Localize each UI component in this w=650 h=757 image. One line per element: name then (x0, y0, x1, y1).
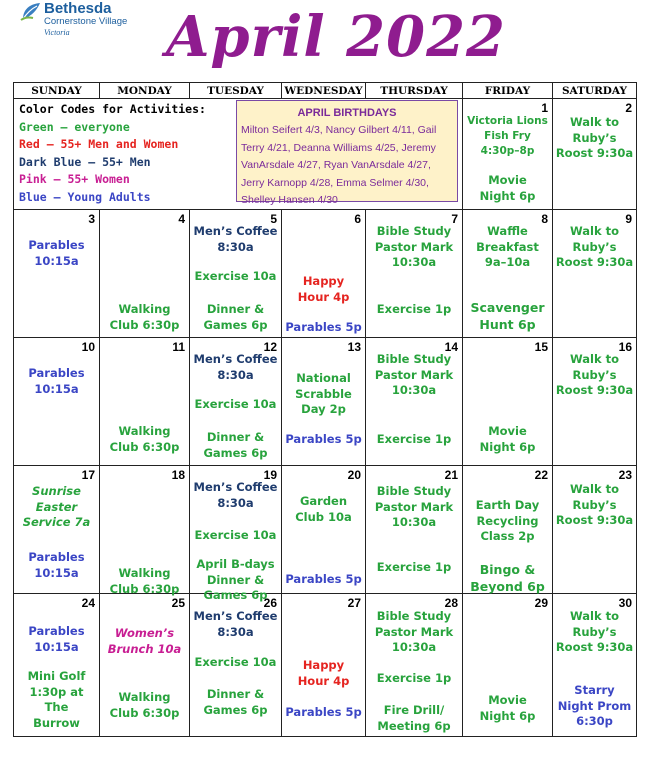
logo-city: Victoria (44, 28, 70, 37)
event-walk-rubys-roost: Walk to Ruby’s Roost 9:30a (555, 609, 634, 654)
event-exercise: Exercise 10a (194, 397, 277, 411)
event-scavenger-hunt: Scavenger Hunt 6p (470, 300, 545, 332)
week-row-3 (14, 338, 637, 466)
day-number: 19 (263, 468, 277, 482)
day-number: 6 (354, 212, 361, 226)
event-bible-study: Bible Study Pastor Mark 10:30a (374, 224, 454, 269)
day-cell (190, 466, 282, 602)
day-cell (463, 338, 553, 466)
day-cell (463, 466, 553, 594)
day-cell (366, 338, 463, 466)
day-number: 15 (534, 340, 548, 354)
event-dinner-games: Dinner & Games 6p (203, 302, 268, 332)
event-parables: Parables 5p (285, 320, 362, 334)
day-number: 10 (81, 340, 95, 354)
day-cell (553, 210, 637, 338)
event-parables: Parables 5p (285, 705, 362, 719)
event-garden-club: Garden Club 10a (295, 494, 352, 524)
event-walk-rubys-roost: Walk to Ruby’s Roost 9:30a (555, 482, 634, 527)
event-parables: Parables 10:15a (28, 238, 85, 268)
day-number: 3 (88, 212, 95, 226)
day-number: 4 (178, 212, 185, 226)
event-earth-day-recycling: Earth Day Recycling Class 2p (475, 498, 540, 543)
day-number: 2 (625, 101, 632, 115)
event-bingo-beyond: Bingo & Beyond 6p (470, 562, 545, 594)
day-number: 26 (263, 596, 277, 610)
day-cell (282, 338, 366, 466)
day-number: 1 (541, 101, 548, 115)
event-exercise: Exercise 1p (376, 302, 452, 316)
day-cell (463, 99, 553, 210)
day-cell (100, 594, 190, 737)
event-bible-study: Bible Study Pastor Mark 10:30a (374, 484, 454, 529)
day-number: 20 (347, 468, 361, 482)
weekday-wednesday: WEDNESDAY (282, 83, 366, 99)
event-fire-drill-meeting: Fire Drill/ Meeting 6p (377, 703, 451, 733)
day-cell (553, 338, 637, 466)
day-number: 22 (534, 468, 548, 482)
day-cell (14, 210, 100, 338)
legend-pink: Pink – 55+ Women (19, 172, 130, 186)
logo-subtitle: Cornerstone Village (44, 16, 128, 27)
event-walk-rubys-roost: Walk to Ruby’s Roost 9:30a (555, 115, 634, 160)
day-number: 23 (618, 468, 632, 482)
day-cell (282, 594, 366, 737)
event-bible-study: Bible Study Pastor Mark 10:30a (374, 352, 454, 397)
day-cell (100, 338, 190, 466)
day-cell (366, 466, 463, 594)
event-bible-study: Bible Study Pastor Mark 10:30a (374, 609, 454, 654)
event-movie-night: Movie Night 6p (479, 424, 536, 454)
event-happy-hour: Happy Hour 4p (297, 274, 350, 304)
event-exercise: Exercise 1p (376, 671, 452, 685)
event-parables: Parables 10:15a (28, 366, 85, 396)
day-number: 30 (618, 596, 632, 610)
logo-name: Bethesda (44, 0, 112, 17)
day-cell (463, 594, 553, 737)
day-number: 17 (81, 468, 95, 482)
event-exercise: Exercise 10a (194, 269, 277, 283)
day-cell (553, 99, 637, 210)
event-waffle-breakfast: Waffle Breakfast 9a–10a (476, 224, 539, 269)
event-starry-night-prom: Starry Night Prom 6:30p (557, 683, 632, 728)
event-parables: Parables 5p (285, 572, 362, 586)
birthdays-title: APRIL BIRTHDAYS (297, 107, 397, 119)
event-mini-golf: Mini Golf 1:30p at The Burrow (27, 669, 86, 730)
weekday-saturday: SATURDAY (553, 83, 637, 99)
event-walk-rubys-roost: Walk to Ruby’s Roost 9:30a (555, 224, 634, 269)
april-birthdays-box (236, 100, 458, 206)
day-cell (553, 466, 637, 594)
weekday-tuesday: TUESDAY (190, 83, 282, 99)
event-movie-night: Movie Night 6p (479, 693, 536, 723)
color-legend (19, 101, 206, 206)
day-number: 16 (618, 340, 632, 354)
event-dinner-games: Dinner & Games 6p (203, 430, 268, 460)
day-number: 13 (347, 340, 361, 354)
day-cell (190, 338, 282, 466)
event-mens-coffee: Men’s Coffee 8:30a (193, 480, 278, 510)
event-parables: Parables 10:15a (28, 550, 85, 580)
day-cell (100, 466, 190, 594)
weekday-friday: FRIDAY (463, 83, 553, 99)
day-number: 14 (444, 340, 458, 354)
event-national-scrabble-day: National Scrabble Day 2p (295, 371, 352, 416)
day-cell (14, 338, 100, 466)
weekday-thursday: THURSDAY (366, 83, 463, 99)
legend-red: Red – 55+ Men and Women (19, 137, 179, 151)
day-number: 18 (171, 468, 185, 482)
legend-heading: Color Codes for Activities: (19, 102, 206, 116)
day-cell (14, 466, 100, 594)
day-cell (190, 594, 282, 737)
event-easter-service: Sunrise Easter Service 7a (22, 484, 91, 529)
event-parables: Parables 10:15a (28, 624, 85, 654)
event-walking-club: Walking Club 6:30p (109, 566, 180, 596)
day-number: 11 (172, 340, 185, 354)
event-walking-club: Walking Club 6:30p (109, 302, 180, 332)
event-walk-rubys-roost: Walk to Ruby’s Roost 9:30a (555, 352, 634, 397)
day-number: 9 (625, 212, 632, 226)
event-exercise: Exercise 10a (194, 528, 277, 542)
event-fish-fry: Victoria Lions Fish Fry 4:30p–8p (467, 115, 548, 157)
day-cell (282, 210, 366, 338)
legend-blue: Blue – Young Adults (19, 189, 151, 204)
day-cell (463, 210, 553, 338)
event-walking-club: Walking Club 6:30p (109, 424, 180, 454)
day-number: 7 (451, 212, 458, 226)
day-cell (14, 594, 100, 737)
event-exercise: Exercise 10a (194, 655, 277, 669)
event-walking-club: Walking Club 6:30p (109, 690, 180, 720)
week-row-5 (14, 594, 637, 737)
week-row-2 (14, 210, 637, 338)
event-mens-coffee: Men’s Coffee 8:30a (193, 224, 278, 254)
event-exercise: Exercise 1p (376, 432, 452, 446)
event-happy-hour: Happy Hour 4p (297, 658, 350, 688)
event-movie-night: Movie Night 6p (479, 173, 536, 203)
day-cell (553, 594, 637, 737)
day-number: 21 (444, 468, 458, 482)
event-mens-coffee: Men’s Coffee 8:30a (193, 609, 278, 639)
day-number: 5 (270, 212, 277, 226)
day-number: 27 (347, 596, 361, 610)
event-mens-coffee: Men’s Coffee 8:30a (193, 352, 278, 382)
day-number: 25 (171, 596, 185, 610)
legend-green: Green – everyone (19, 119, 130, 134)
day-cell (100, 210, 190, 338)
weekday-monday: MONDAY (100, 83, 190, 99)
page-title: April 2022 (165, 4, 506, 70)
day-number: 24 (81, 596, 95, 610)
legend-dark-blue: Dark Blue – 55+ Men (19, 154, 151, 169)
weekday-sunday: SUNDAY (14, 83, 100, 99)
week-row-4 (14, 466, 637, 594)
weekday-header-row (14, 83, 637, 99)
day-cell (282, 466, 366, 594)
day-number: 28 (444, 596, 458, 610)
event-birthday-dinner: April B-days Dinner & Games 6p (196, 557, 275, 602)
event-parables: Parables 5p (285, 432, 362, 446)
birthdays-list: Milton Seifert 4/3, Nancy Gilbert 4/11, Gail Terry 4/21, Deanna Williams 4/25, Jeremy VanArsdale 4/27, Ryan VanArsdale 4/27, Jerry Karnopp 4/28, Emma Selmer 4/30, Shelley Hansen 4/30 (241, 124, 437, 206)
day-number: 29 (534, 596, 548, 610)
day-cell (190, 210, 282, 338)
event-womens-brunch: Women’s Brunch 10a (107, 626, 182, 656)
day-number: 8 (541, 212, 548, 226)
day-number: 12 (263, 340, 277, 354)
event-dinner-games: Dinner & Games 6p (203, 687, 268, 717)
event-exercise: Exercise 1p (376, 560, 452, 574)
day-cell (366, 594, 463, 737)
day-cell (366, 210, 463, 338)
